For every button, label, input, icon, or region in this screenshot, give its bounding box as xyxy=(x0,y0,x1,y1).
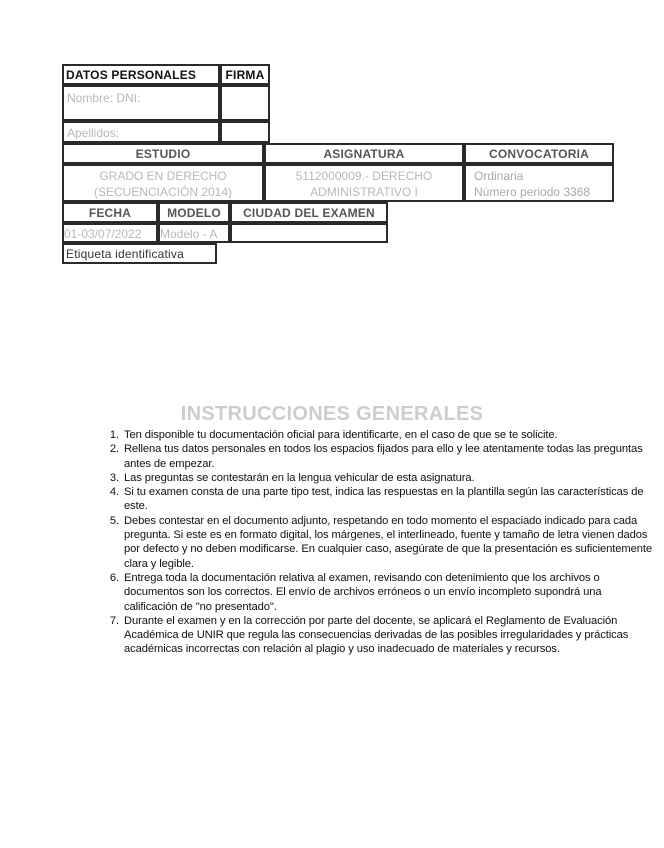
convocatoria-value-line-2: Número periodo 3368 xyxy=(474,185,591,199)
instruction-item: 2. Rellena tus datos personales en todos los espacios fijados para ello y lee atentamente todas las preguntas antes de empezar. xyxy=(122,442,657,471)
estudio-value-line-1: GRADO EN DERECHO xyxy=(99,169,227,183)
asignatura-header: ASIGNATURA xyxy=(264,143,464,164)
fecha-header: FECHA xyxy=(62,202,158,223)
datos-personales-header: DATOS PERSONALES xyxy=(62,64,220,85)
ciudad-examen-header: CIUDAD DEL EXAMEN xyxy=(230,202,388,223)
asignatura-value-line-1: 5112000009.- DERECHO xyxy=(295,169,433,183)
modelo-header: MODELO xyxy=(158,202,230,223)
asignatura-value-line-2: ADMINISTRATIVO I xyxy=(310,185,418,199)
firma-field[interactable] xyxy=(220,85,270,121)
estudio-value xyxy=(62,164,264,202)
instruction-item: 1. Ten disponible tu documentación oficial para identificarte, en el caso de que se te solicite. xyxy=(122,428,657,442)
instructions-title: INSTRUCCIONES GENERALES xyxy=(180,403,484,425)
convocatoria-value xyxy=(464,164,614,202)
instruction-item: 5. Debes contestar en el documento adjunto, respetando en todo momento el espaciado indicado para cada pregunta. Si este es en formato digital, los márgenes, el interlineado, fuente y tamaño de letra vienen dados por defecto y no deben modificarse. En cualquier caso, asegúrate de que la presentación es suficientemente clara y legible. xyxy=(122,514,657,571)
estudio-value-line-2: (SECUENCIACIÓN 2014) xyxy=(93,185,233,199)
fecha-value: 01-03/07/2022 xyxy=(62,223,158,243)
modelo-value: Modelo - A xyxy=(158,223,230,243)
nombre-dni-label: Nombre: DNI: xyxy=(67,91,141,105)
convocatoria-header: CONVOCATORIA xyxy=(464,143,614,164)
etiqueta-identificativa: Etiqueta identificativa xyxy=(62,243,217,264)
apellidos-label: Apellidos: xyxy=(67,126,120,140)
nombre-dni-field[interactable] xyxy=(62,85,220,121)
instruction-item: 4. Si tu examen consta de una parte tipo test, indica las respuestas en la plantilla según las características de este. xyxy=(122,485,657,514)
instruction-item: 3. Las preguntas se contestarán en la lengua vehicular de esta asignatura. xyxy=(122,471,657,485)
instruction-item: 6. Entrega toda la documentación relativa al examen, revisando con detenimiento que los archivos o documentos son los correctos. El envío de archivos erróneos o un envío incompleto supondrá una calificación de "no presentado". xyxy=(122,571,657,614)
convocatoria-value-line-1: Ordinaria xyxy=(474,169,524,183)
instruction-item: 7. Durante el examen y en la corrección por parte del docente, se aplicará el Reglamento de Evaluación Académica de UNIR que regula las consecuencias derivadas de las posibles irregularidades y prácticas académicas incorrectas con relación al plagio y uso inadecuado de materiales y recursos. xyxy=(122,614,657,657)
apellidos-field[interactable] xyxy=(62,121,220,143)
instructions-list xyxy=(100,428,657,657)
estudio-header: ESTUDIO xyxy=(62,143,264,164)
firma-field-lower[interactable] xyxy=(220,121,270,143)
firma-header: FIRMA xyxy=(220,64,270,85)
ciudad-examen-field[interactable] xyxy=(230,223,388,243)
asignatura-value xyxy=(264,164,464,202)
